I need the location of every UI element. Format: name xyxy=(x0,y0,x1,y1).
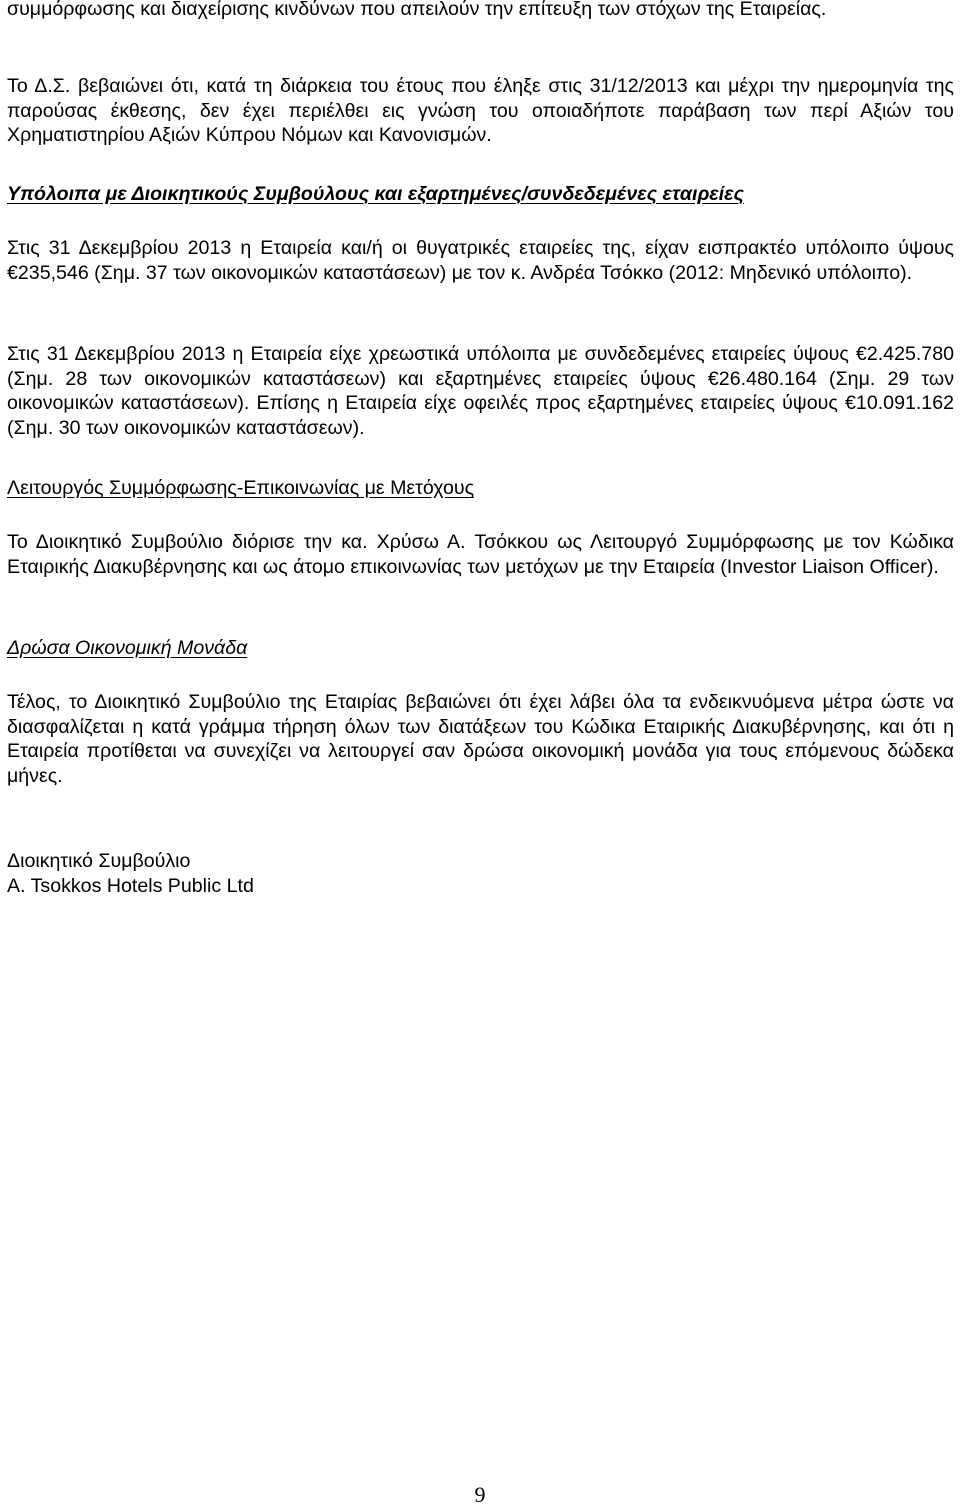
paragraph-receivable-balance xyxy=(7,236,954,285)
paragraph-text: Στις 31 Δεκεμβρίου 2013 η Εταιρεία και/ή οι θυγατρικές εταιρείες της, είχαν εισπρακτέο υπόλοιπο ύψους €235,546 (Σημ. 37 των οικονομικών καταστάσεων) με τον κ. Ανδρέα Τσόκκο (2012: Μηδενικό υπόλοιπο). xyxy=(7,237,954,284)
signature-block xyxy=(7,849,954,898)
paragraph-risk-management xyxy=(7,0,954,22)
paragraph-text: συμμόρφωσης και διαχείρισης κινδύνων που απειλούν την επίτευξη των στόχων της Εταιρείας. xyxy=(7,0,827,20)
paragraph-text: Το Διοικητικό Συμβούλιο διόρισε την κα. Χρύσω Α. Τσόκκου ως Λειτουργό Συμμόρφωσης με τον Κώδικα Εταιρικής Διακυβέρνησης και ως άτομο επικοινωνίας των μετόχων με την Εταιρεία (Investor Liaison Officer). xyxy=(7,531,954,578)
page-number: 9 xyxy=(474,1482,486,1507)
signature-company: A. Tsokkos Hotels Public Ltd xyxy=(7,874,254,897)
section-heading: Δρώσα Οικονομική Μονάδα xyxy=(7,637,248,659)
paragraph-board-confirmation xyxy=(7,74,954,148)
paragraph-related-balances xyxy=(7,342,954,440)
paragraph-text: Τέλος, το Διοικητικό Συμβούλιο της Εταιρίας βεβαιώνει ότι έχει λάβει όλα τα ενδεικνυόμενα μέτρα ώστε να διασφαλίζεται η κατά γράμμα τήρηση όλων των διατάξεων του Κώδικα Εταιρικής Διακυβέρνησης, και ότι η Εταιρεία προτίθεται να συνεχίζει να λειτουργεί σαν δρώσα οικονομική μονάδα για τους επόμενους δώδεκα μήνες. xyxy=(7,691,954,787)
paragraph-compliance-officer xyxy=(7,530,954,579)
section-heading: Λειτουργός Συμμόρφωσης-Επικοινωνίας με Μετόχους xyxy=(7,477,475,499)
paragraph-text: Στις 31 Δεκεμβρίου 2013 η Εταιρεία είχε χρεωστικά υπόλοιπα με συνδεδεμένες εταιρείες ύψους €2.425.780 (Σημ. 28 των οικονομικών καταστάσεων) και εξαρτημένες εταιρείες ύψους €26.480.164 (Σημ. 29 των οικονομικών καταστάσεων). Επίσης η Εταιρεία είχε οφειλές προς εξαρτημένες εταιρείες ύψους €10.091.162 (Σημ. 30 των οικονομικών καταστάσεων). xyxy=(7,343,954,439)
heading-balances-directors xyxy=(7,182,954,207)
heading-going-concern xyxy=(7,636,954,661)
heading-compliance-officer xyxy=(7,476,954,501)
section-heading: Υπόλοιπα με Διοικητικούς Συμβούλους και εξαρτημένες/συνδεδεμένες εταιρείες xyxy=(7,183,744,205)
signature-board: Διοικητικό Συμβούλιο xyxy=(7,850,191,872)
paragraph-going-concern xyxy=(7,690,954,788)
paragraph-text: Το Δ.Σ. βεβαιώνει ότι, κατά τη διάρκεια του έτους που έληξε στις 31/12/2013 και μέχρι την ημερομηνία της παρούσας έκθεσης, δεν έχει περιέλθει εις γνώση του οποιαδήποτε παράβαση των περί Αξιών του Χρηματιστηρίου Αξιών Κύπρου Νόμων και Κανονισμών. xyxy=(7,75,954,147)
